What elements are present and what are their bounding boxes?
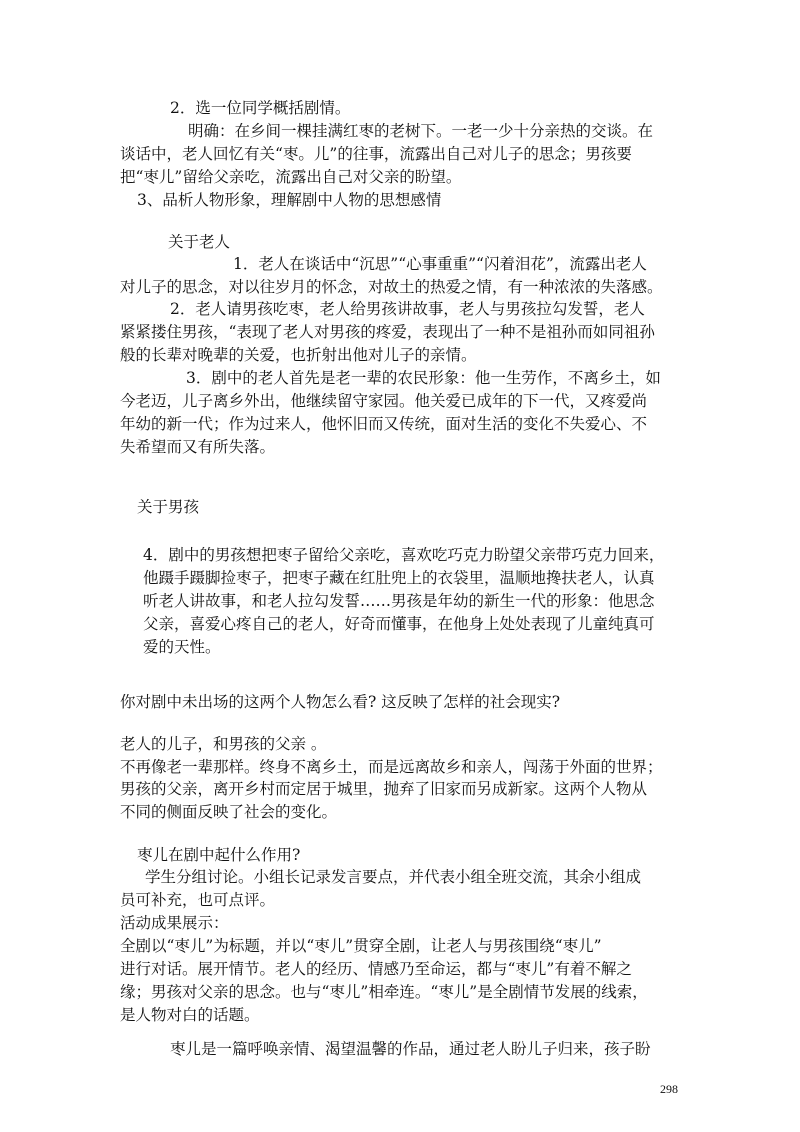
text-line: 谈话中，老人回忆有关“枣。儿”的往事，流露出自己对儿子的思念；男孩要 [120, 145, 632, 163]
text-line: 父亲，喜爱心疼自己的老人，好奇而懂事，在他身上处处表现了儿童纯真可 [143, 615, 655, 633]
text-line: 3．剧中的老人首先是老一辈的农民形象：他一生劳作，不离乡土，如 [186, 369, 661, 387]
text-line: 学生分组讨论。小组长记录发言要点，并代表小组全班交流，其余小组成 [145, 868, 642, 886]
text-line: 明确：在乡间一棵挂满红枣的老树下。一老一少十分亲热的交谈。在 [188, 122, 654, 140]
text-line: 失希望而又有所失落。 [120, 438, 276, 456]
text-line: 对儿子的思念，对以往岁月的怀念，对故土的热爱之情，有一种浓浓的失落感。 [120, 278, 663, 296]
text-line: 员可补充，也可点评。 [120, 891, 276, 909]
text-line: 听老人讲故事，和老人拉勾发誓……男孩是年幼的新生一代的形象：他思念 [143, 592, 655, 610]
text-line: 是人物对白的话题。 [120, 1006, 260, 1024]
text-line: 爱的天性。 [143, 638, 221, 656]
text-line: 2．选一位同学概括剧情。 [170, 99, 351, 117]
text-line: 般的长辈对晚辈的关爱，也折射出他对儿子的亲情。 [120, 346, 477, 364]
text-line: 男孩的父亲，离开乡村而定居于城里，抛弃了旧家而另成新家。这两个人物从 [120, 780, 648, 798]
text-line: 今老迈，儿子离乡外出，他继续留守家园。他关爱已成年的下一代，又疼爱尚 [120, 392, 648, 410]
text-line: 进行对话。展开情节。老人的经历、情感乃至命运，都与“枣儿”有着不解之 [120, 960, 632, 978]
text-line: 枣儿是一篇呼唤亲情、渴望温馨的作品，通过老人盼儿子归来，孩子盼 [170, 1040, 651, 1058]
text-line: 2．老人请男孩吃枣，老人给男孩讲故事，老人与男孩拉勾发誓，老人 [170, 300, 645, 318]
section-heading: 关于老人 [168, 233, 231, 251]
section-heading: 关于男孩 [137, 498, 200, 516]
page-number: 298 [660, 1082, 678, 1096]
text-line: 年幼的新一代；作为过来人，他怀旧而又传统，面对生活的变化不失爱心、不 [120, 415, 648, 433]
question-line: 枣儿在剧中起什么作用? [137, 846, 301, 864]
question-line: 你对剧中未出场的这两个人物怎么看? 这反映了怎样的社会现实? [120, 693, 561, 711]
text-line: 把“枣儿”留给父亲吃，流露出自己对父亲的盼望。 [120, 168, 462, 186]
text-line: 1．老人在谈话中“沉思”“心事重重”“闪着泪花”，流露出老人 [233, 255, 647, 273]
text-line: 缘；男孩对父亲的思念。也与“枣儿”相牵连。“枣儿”是全剧情节发展的线索， [120, 983, 648, 1001]
text-line: 4．剧中的男孩想把枣子留给父亲吃，喜欢吃巧克力盼望父亲带巧克力回来， [143, 546, 665, 564]
text-line: 他蹑手蹑脚捡枣子，把枣子藏在红肚兜上的衣袋里，温顺地搀扶老人，认真 [143, 569, 655, 587]
text-line: 活动成果展示： [120, 914, 229, 932]
text-line: 全剧以“枣儿”为标题，并以“枣儿”贯穿全剧，让老人与男孩围绕“枣儿” [120, 937, 602, 955]
text-line: 不同的侧面反映了社会的变化。 [120, 803, 338, 821]
text-line: 不再像老一辈那样。终身不离乡土，而是远离故乡和亲人，闯荡于外面的世界； [120, 758, 663, 776]
text-line: 老人的儿子，和男孩的父亲 。 [120, 735, 327, 753]
text-line: 紧紧搂住男孩，“表现了老人对男孩的疼爱，表现出了一种不是祖孙而如同祖孙 [120, 323, 655, 341]
text-line: 3、品析人物形象，理解剧中人物的思想感情 [137, 191, 442, 209]
